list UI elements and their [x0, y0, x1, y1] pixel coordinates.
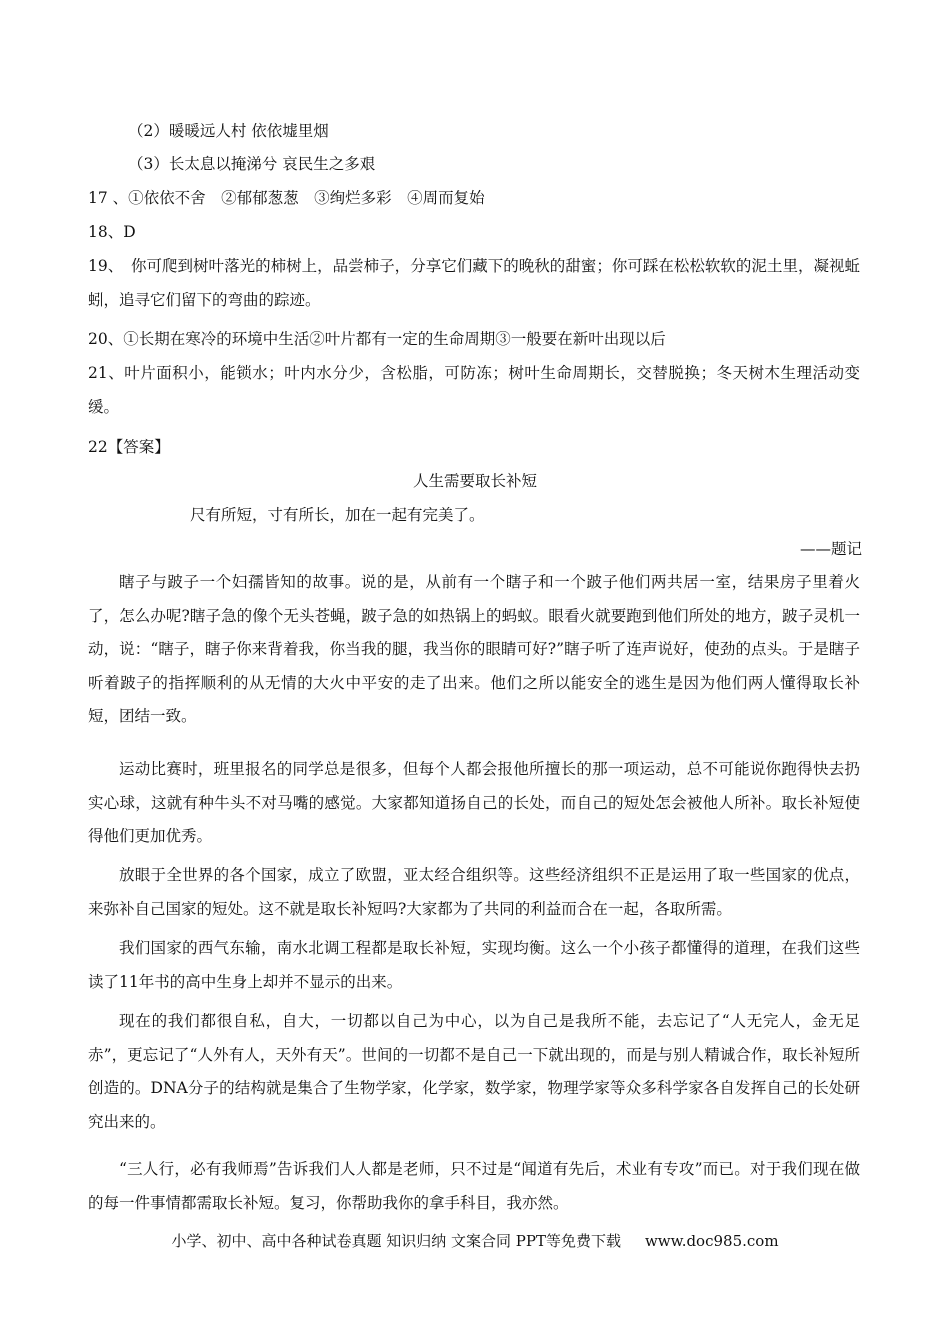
answer-21: 21、叶片面积小，能锁水；叶内水分少，含松脂，可防冻；树叶生命周期长，交替脱换；冬天树木生理活动变缓。	[88, 364, 860, 416]
essay-epigraph: 尺有所短，寸有所长，加在一起有完美了。	[190, 506, 485, 524]
answer-20: 20、①长期在寒冷的环境中生活②叶片都有一定的生命周期③一般要在新叶出现以后	[88, 330, 666, 348]
essay-paragraph: 放眼于全世界的各个国家，成立了欧盟，亚太经合组织等。这些经济组织不正是运用了取一些国家的优点，来弥补自己国家的短处。这不就是取长补短吗?大家都为了共同的利益而合在一起，各取所需。	[88, 866, 860, 918]
essay-epigraph-attribution: ——题记	[799, 540, 862, 558]
essay-paragraph: 运动比赛时，班里报名的同学总是很多，但每个人都会报他所擅长的那一项运动，总不可能说你跑得快去扔实心球，这就有种牛头不对马嘴的感觉。大家都知道扬自己的长处，而自己的短处怎会被他人所补。取长补短使得他们更加优秀。	[88, 760, 860, 845]
answer-18: 18、D	[88, 223, 136, 241]
answer-17: 17 、①依依不舍 ②郁郁葱葱 ③绚烂多彩 ④周而复始	[88, 189, 485, 207]
answer-16-2: （2）暖暖远人村 依依墟里烟	[128, 122, 329, 140]
essay-paragraph: 我们国家的西气东输，南水北调工程都是取长补短，实现均衡。这么一个小孩子都懂得的道理，在我们这些读了11年书的高中生身上却并不显示的出来。	[88, 939, 860, 991]
answer-19: 19、 你可爬到树叶落光的柿树上，品尝柿子，分享它们藏下的晚秋的甜蜜；你可踩在松松软软的泥土里，凝视蚯蚓，追寻它们留下的弯曲的踪迹。	[88, 257, 860, 309]
essay-paragraph: 现在的我们都很自私，自大，一切都以自己为中心，以为自己是我所不能，去忘记了“人无完人，金无足赤”，更忘记了“人外有人，天外有天”。世间的一切都不是自己一下就出现的，而是与别人精诚合作，取长补短所创造的。DNA分子的结构就是集合了生物学家，化学家，数学家，物理学家等众多科学家各自发挥自己的长处研究出来的。	[88, 1012, 860, 1131]
answer-22-label: 22【答案】	[88, 438, 170, 456]
page-footer	[0, 1231, 950, 1251]
answer-16-3: （3）长太息以掩涕兮 哀民生之多艰	[128, 155, 376, 173]
essay-paragraph: “三人行，必有我师焉”告诉我们人人都是老师，只不过是“闻道有先后，术业有专攻”而已。对于我们现在做的每一件事情都需取长补短。复习，你帮助我你的拿手科目，我亦然。	[88, 1160, 860, 1212]
footer-url[interactable]: www.doc985.com	[644, 1232, 779, 1250]
footer-text: 小学、初中、高中各种试卷真题 知识归纳 文案合同 PPT等免费下载	[171, 1232, 621, 1250]
essay-paragraph: 瞎子与跛子一个妇孺皆知的故事。说的是，从前有一个瞎子和一个跛子他们两共居一室，结果房子里着火了，怎么办呢?瞎子急的像个无头苍蝇，跛子急的如热锅上的蚂蚁。眼看火就要跑到他们所处的地方，跛子灵机一动，说：“瞎子，瞎子你来背着我，你当我的腿，我当你的眼睛可好?”瞎子听了连声说好，使劲的点头。于是瞎子听着跛子的指挥顺利的从无情的大火中平安的走了出来。他们之所以能安全的逃生是因为他们两人懂得取长补短，团结一致。	[88, 573, 860, 725]
essay-title: 人生需要取长补短	[412, 472, 537, 490]
